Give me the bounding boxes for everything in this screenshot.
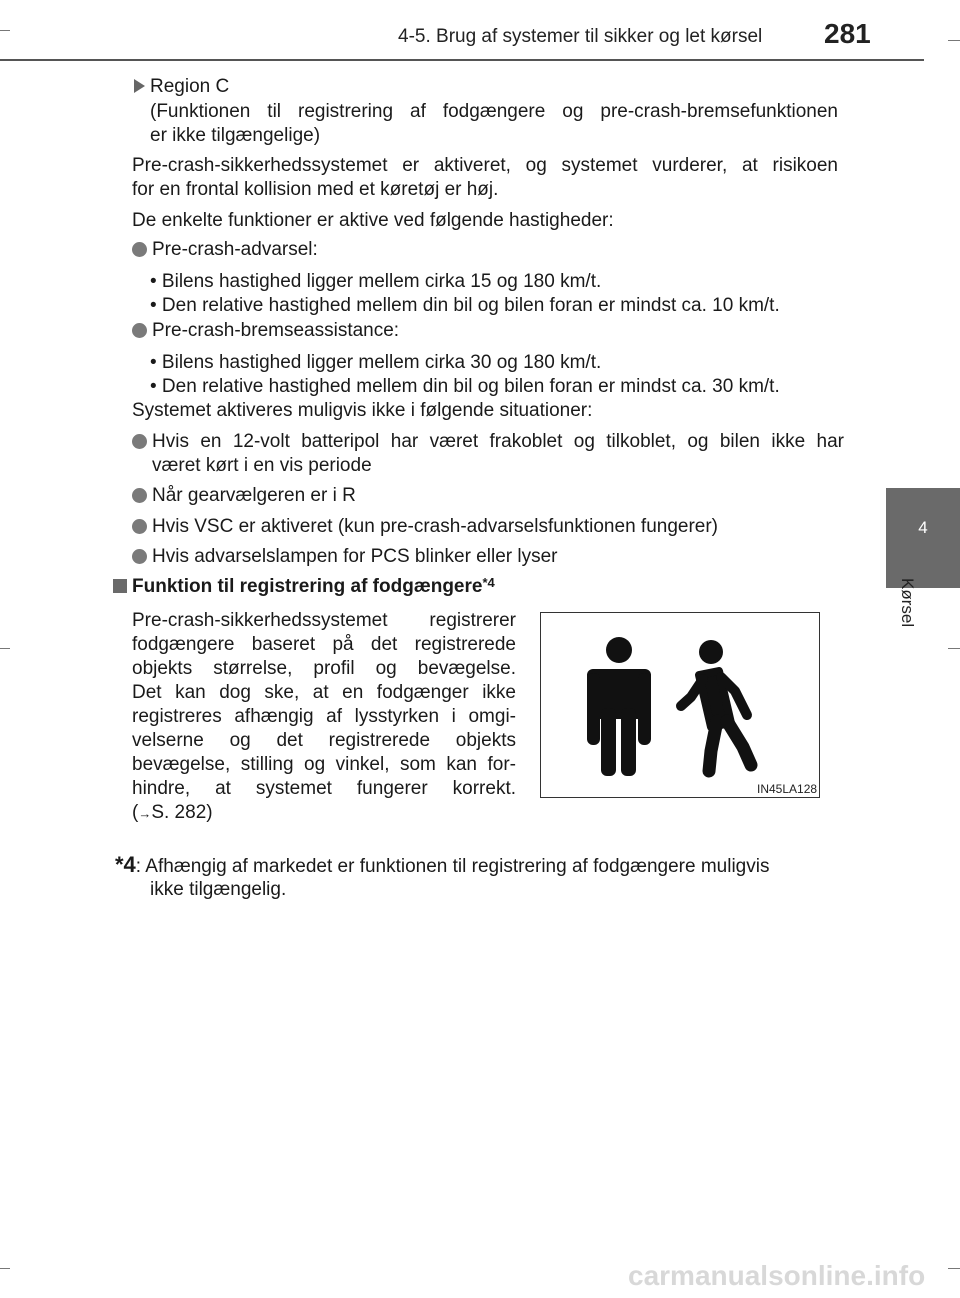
bullet-icon <box>132 488 147 503</box>
watermark: carmanualsonline.info <box>628 1260 926 1291</box>
brake-item: • Bilens hastighed ligger mellem cirka 30 og 180 km/t. <box>150 352 602 373</box>
standing-person-icon <box>587 637 651 776</box>
situation-item: Når gearvælgeren er i R <box>152 485 356 506</box>
brake-item: • Den relative hastighed mellem din bil og bilen foran er mindst ca. 30 km/t. <box>150 376 780 397</box>
crop-mark <box>0 1268 10 1269</box>
chapter-tab[interactable] <box>886 488 960 588</box>
chapter-label: Kørsel <box>898 578 917 628</box>
section-square-icon <box>113 579 127 593</box>
bullet-icon <box>132 242 147 257</box>
pedestrian-description: Pre-crash-sikkerhedssystemet registrerer fodgængere baseret på det registrerede objekts størrelse, profil og bevægelse. Det kan dog ske, at en fodgænger ikke registreres afhængig af lysstyrken i omgi- velserne og det registrerede objekts bevægelse, stilling og vinkel, som kan for- hindre, at systemet fungerer korrekt. (→S. 282) <box>132 609 516 826</box>
arrow-right-icon: → <box>138 806 152 821</box>
situation-item: Hvis advarselslampen for PCS blinker eller lyser <box>152 546 558 567</box>
crop-mark <box>948 40 960 41</box>
walking-person-icon <box>681 640 751 771</box>
situations-intro: Systemet aktiveres muligvis ikke i følgende situationer: <box>132 400 593 421</box>
warning-item: • Bilens hastighed ligger mellem cirka 15 og 180 km/t. <box>150 271 602 292</box>
bullet-icon <box>132 519 147 534</box>
intro-paragraph: Pre-crash-sikkerhedssystemet er aktiveret, og systemet vurderer, at risikoen for en frontal kollision med et køretøj er høj. <box>132 155 838 200</box>
triangle-bullet-icon <box>134 79 145 93</box>
warning-item: • Den relative hastighed mellem din bil og bilen foran er mindst ca. 10 km/t. <box>150 295 780 316</box>
situation-item: Hvis VSC er aktiveret (kun pre-crash-advarselsfunktionen fungerer) <box>152 516 719 537</box>
speeds-intro: De enkelte funktioner er aktive ved følgende hastigheder: <box>132 210 614 231</box>
crop-mark <box>948 1268 960 1269</box>
header-divider <box>0 59 924 61</box>
figure-code: IN45LA128 <box>757 782 818 796</box>
crop-mark <box>0 30 10 31</box>
region-title: Region C <box>150 76 230 97</box>
bullet-icon <box>132 549 147 564</box>
footnote-continuation: ikke tilgængelig. <box>150 879 287 900</box>
region-note: (Funktionen til registrering af fodgængere og pre-crash-bremsefunktionen <box>150 101 838 122</box>
bullet-icon <box>132 434 147 449</box>
brake-heading: Pre-crash-bremseassistance: <box>152 320 400 341</box>
situation-item: Hvis en 12-volt batteripol har været frakoblet og tilkoblet, og bilen ikke har været kørt i en vis periode <box>152 431 844 476</box>
footnote: *4: Afhængig af markedet er funktionen til registrering af fodgængere muligvis <box>115 852 770 877</box>
region-note-end: er ikke tilgængelige) <box>150 125 321 146</box>
warning-heading: Pre-crash-advarsel: <box>152 239 318 260</box>
chapter-number: 4 <box>918 518 928 537</box>
pedestrian-illustration <box>541 613 821 799</box>
section-title: 4-5. Brug af systemer til sikker og let kørsel <box>398 26 763 47</box>
page-reference[interactable]: (→S. 282) <box>132 802 213 823</box>
crop-mark <box>0 648 10 649</box>
bullet-icon <box>132 323 147 338</box>
pedestrian-heading: Funktion til registrering af fodgængere$^{*4}$ <box>132 575 495 597</box>
crop-mark <box>948 648 960 649</box>
page-number: 281 <box>824 18 871 49</box>
pedestrian-figure <box>540 612 820 798</box>
